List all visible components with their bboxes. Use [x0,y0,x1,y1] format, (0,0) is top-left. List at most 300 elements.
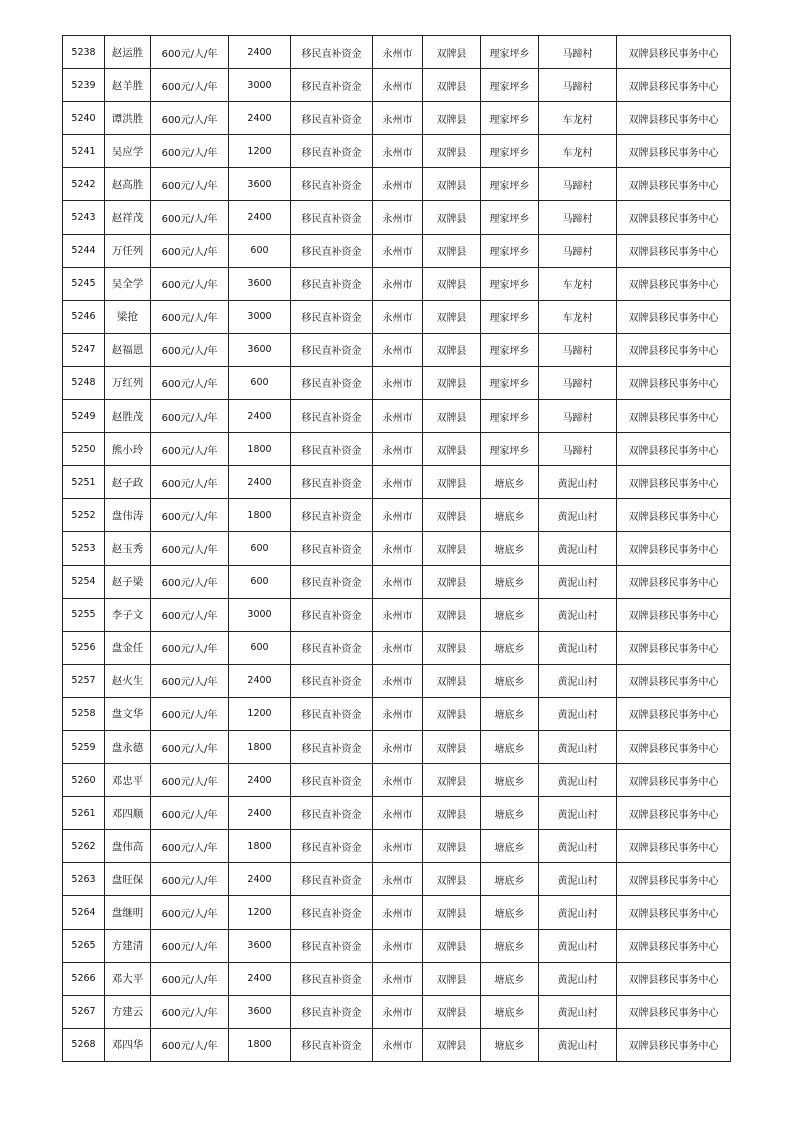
city-cell: 永州市 [373,499,423,532]
county-cell: 双牌县 [423,267,481,300]
recipient-name-cell: 盘伟涛 [105,499,151,532]
recipient-name-cell: 盘永德 [105,730,151,763]
fund-type-cell: 移民直补资金 [291,664,373,697]
county-cell: 双牌县 [423,598,481,631]
fund-type-cell: 移民直补资金 [291,36,373,69]
county-cell: 双牌县 [423,234,481,267]
table-row [63,102,731,135]
village-cell: 黄泥山村 [539,499,617,532]
amount-cell: 2400 [229,863,291,896]
village-cell: 黄泥山村 [539,466,617,499]
city-cell: 永州市 [373,36,423,69]
township-cell: 塘底乡 [481,896,539,929]
village-cell: 黄泥山村 [539,764,617,797]
table-row [63,830,731,863]
village-cell: 车龙村 [539,135,617,168]
issuing-agency-cell: 双牌县移民事务中心 [617,995,731,1028]
table-row [63,797,731,830]
issuing-agency-cell: 双牌县移民事务中心 [617,896,731,929]
fund-type-cell: 移民直补资金 [291,267,373,300]
row-number-cell: 5266 [63,962,105,995]
village-cell: 黄泥山村 [539,962,617,995]
township-cell: 塘底乡 [481,995,539,1028]
issuing-agency-cell: 双牌县移民事务中心 [617,929,731,962]
fund-type-cell: 移民直补资金 [291,565,373,598]
city-cell: 永州市 [373,234,423,267]
township-cell: 塘底乡 [481,466,539,499]
township-cell: 理家坪乡 [481,36,539,69]
recipient-name-cell: 赵胜茂 [105,400,151,433]
table-row [63,631,731,664]
county-cell: 双牌县 [423,102,481,135]
recipient-name-cell: 方建清 [105,929,151,962]
subsidy-standard-cell: 600元/人/年 [151,135,229,168]
city-cell: 永州市 [373,598,423,631]
fund-type-cell: 移民直补资金 [291,366,373,399]
city-cell: 永州市 [373,366,423,399]
subsidy-standard-cell: 600元/人/年 [151,234,229,267]
subsidy-standard-cell: 600元/人/年 [151,400,229,433]
recipient-name-cell: 赵福恩 [105,333,151,366]
table-row [63,333,731,366]
recipient-name-cell: 邓四华 [105,1028,151,1061]
recipient-name-cell: 赵玉秀 [105,532,151,565]
issuing-agency-cell: 双牌县移民事务中心 [617,532,731,565]
city-cell: 永州市 [373,797,423,830]
table-row [63,532,731,565]
township-cell: 理家坪乡 [481,69,539,102]
village-cell: 马蹄村 [539,400,617,433]
row-number-cell: 5268 [63,1028,105,1061]
recipient-name-cell: 邓四顺 [105,797,151,830]
county-cell: 双牌县 [423,333,481,366]
issuing-agency-cell: 双牌县移民事务中心 [617,499,731,532]
table-row [63,896,731,929]
village-cell: 黄泥山村 [539,598,617,631]
county-cell: 双牌县 [423,631,481,664]
subsidy-standard-cell: 600元/人/年 [151,697,229,730]
subsidy-standard-cell: 600元/人/年 [151,863,229,896]
issuing-agency-cell: 双牌县移民事务中心 [617,168,731,201]
table-body [63,36,731,1062]
issuing-agency-cell: 双牌县移民事务中心 [617,135,731,168]
subsidy-standard-cell: 600元/人/年 [151,1028,229,1061]
subsidy-standard-cell: 600元/人/年 [151,664,229,697]
city-cell: 永州市 [373,664,423,697]
fund-type-cell: 移民直补资金 [291,135,373,168]
township-cell: 理家坪乡 [481,433,539,466]
fund-type-cell: 移民直补资金 [291,830,373,863]
township-cell: 理家坪乡 [481,333,539,366]
township-cell: 理家坪乡 [481,102,539,135]
fund-type-cell: 移民直补资金 [291,797,373,830]
county-cell: 双牌县 [423,797,481,830]
fund-type-cell: 移民直补资金 [291,863,373,896]
row-number-cell: 5257 [63,664,105,697]
amount-cell: 1200 [229,896,291,929]
recipient-name-cell: 盘文华 [105,697,151,730]
village-cell: 马蹄村 [539,433,617,466]
city-cell: 永州市 [373,333,423,366]
issuing-agency-cell: 双牌县移民事务中心 [617,36,731,69]
township-cell: 理家坪乡 [481,267,539,300]
township-cell: 理家坪乡 [481,300,539,333]
village-cell: 车龙村 [539,267,617,300]
table-row [63,36,731,69]
amount-cell: 3600 [229,267,291,300]
subsidy-standard-cell: 600元/人/年 [151,300,229,333]
subsidy-standard-cell: 600元/人/年 [151,433,229,466]
table-row [63,664,731,697]
township-cell: 塘底乡 [481,730,539,763]
table-row [63,929,731,962]
amount-cell: 2400 [229,201,291,234]
row-number-cell: 5245 [63,267,105,300]
fund-type-cell: 移民直补资金 [291,466,373,499]
subsidy-standard-cell: 600元/人/年 [151,797,229,830]
table-row [63,135,731,168]
recipient-name-cell: 盘旺保 [105,863,151,896]
county-cell: 双牌县 [423,201,481,234]
fund-type-cell: 移民直补资金 [291,1028,373,1061]
fund-type-cell: 移民直补资金 [291,201,373,234]
table-row [63,565,731,598]
amount-cell: 1800 [229,1028,291,1061]
fund-type-cell: 移民直补资金 [291,69,373,102]
table-row [63,863,731,896]
village-cell: 黄泥山村 [539,929,617,962]
subsidy-standard-cell: 600元/人/年 [151,267,229,300]
amount-cell: 2400 [229,764,291,797]
village-cell: 黄泥山村 [539,697,617,730]
fund-type-cell: 移民直补资金 [291,631,373,664]
table-row [63,366,731,399]
county-cell: 双牌县 [423,69,481,102]
village-cell: 马蹄村 [539,69,617,102]
city-cell: 永州市 [373,863,423,896]
city-cell: 永州市 [373,697,423,730]
issuing-agency-cell: 双牌县移民事务中心 [617,366,731,399]
table-row [63,234,731,267]
row-number-cell: 5261 [63,797,105,830]
row-number-cell: 5251 [63,466,105,499]
amount-cell: 600 [229,532,291,565]
amount-cell: 2400 [229,102,291,135]
table-row [63,764,731,797]
county-cell: 双牌县 [423,565,481,598]
table-row [63,267,731,300]
recipient-name-cell: 赵羊胜 [105,69,151,102]
city-cell: 永州市 [373,532,423,565]
row-number-cell: 5255 [63,598,105,631]
village-cell: 黄泥山村 [539,631,617,664]
subsidy-standard-cell: 600元/人/年 [151,598,229,631]
fund-type-cell: 移民直补资金 [291,764,373,797]
subsidy-standard-cell: 600元/人/年 [151,962,229,995]
village-cell: 马蹄村 [539,366,617,399]
table-row [63,168,731,201]
subsidy-standard-cell: 600元/人/年 [151,995,229,1028]
amount-cell: 2400 [229,962,291,995]
village-cell: 黄泥山村 [539,730,617,763]
issuing-agency-cell: 双牌县移民事务中心 [617,565,731,598]
issuing-agency-cell: 双牌县移民事务中心 [617,664,731,697]
recipient-name-cell: 万任列 [105,234,151,267]
subsidy-standard-cell: 600元/人/年 [151,466,229,499]
village-cell: 马蹄村 [539,333,617,366]
row-number-cell: 5258 [63,697,105,730]
subsidy-standard-cell: 600元/人/年 [151,631,229,664]
issuing-agency-cell: 双牌县移民事务中心 [617,69,731,102]
table-row [63,598,731,631]
subsidy-table [62,35,731,1062]
city-cell: 永州市 [373,896,423,929]
village-cell: 黄泥山村 [539,797,617,830]
recipient-name-cell: 赵运胜 [105,36,151,69]
issuing-agency-cell: 双牌县移民事务中心 [617,697,731,730]
city-cell: 永州市 [373,929,423,962]
county-cell: 双牌县 [423,830,481,863]
recipient-name-cell: 吴全学 [105,267,151,300]
issuing-agency-cell: 双牌县移民事务中心 [617,962,731,995]
city-cell: 永州市 [373,135,423,168]
city-cell: 永州市 [373,433,423,466]
village-cell: 黄泥山村 [539,830,617,863]
recipient-name-cell: 赵高胜 [105,168,151,201]
amount-cell: 600 [229,366,291,399]
row-number-cell: 5242 [63,168,105,201]
recipient-name-cell: 谭洪胜 [105,102,151,135]
city-cell: 永州市 [373,565,423,598]
table-row [63,730,731,763]
county-cell: 双牌县 [423,697,481,730]
township-cell: 理家坪乡 [481,168,539,201]
subsidy-standard-cell: 600元/人/年 [151,764,229,797]
amount-cell: 1200 [229,697,291,730]
county-cell: 双牌县 [423,135,481,168]
table-row [63,400,731,433]
row-number-cell: 5254 [63,565,105,598]
row-number-cell: 5265 [63,929,105,962]
amount-cell: 2400 [229,36,291,69]
row-number-cell: 5248 [63,366,105,399]
county-cell: 双牌县 [423,664,481,697]
table-row [63,300,731,333]
amount-cell: 1800 [229,830,291,863]
recipient-name-cell: 盘继明 [105,896,151,929]
village-cell: 黄泥山村 [539,995,617,1028]
village-cell: 黄泥山村 [539,664,617,697]
county-cell: 双牌县 [423,764,481,797]
issuing-agency-cell: 双牌县移民事务中心 [617,863,731,896]
row-number-cell: 5262 [63,830,105,863]
village-cell: 车龙村 [539,300,617,333]
subsidy-standard-cell: 600元/人/年 [151,730,229,763]
issuing-agency-cell: 双牌县移民事务中心 [617,1028,731,1061]
village-cell: 黄泥山村 [539,896,617,929]
amount-cell: 2400 [229,466,291,499]
subsidy-standard-cell: 600元/人/年 [151,102,229,135]
table-row [63,433,731,466]
fund-type-cell: 移民直补资金 [291,300,373,333]
township-cell: 塘底乡 [481,565,539,598]
row-number-cell: 5260 [63,764,105,797]
subsidy-standard-cell: 600元/人/年 [151,830,229,863]
subsidy-standard-cell: 600元/人/年 [151,565,229,598]
row-number-cell: 5264 [63,896,105,929]
subsidy-standard-cell: 600元/人/年 [151,532,229,565]
township-cell: 塘底乡 [481,830,539,863]
township-cell: 理家坪乡 [481,234,539,267]
row-number-cell: 5246 [63,300,105,333]
table-row [63,962,731,995]
township-cell: 塘底乡 [481,962,539,995]
issuing-agency-cell: 双牌县移民事务中心 [617,267,731,300]
issuing-agency-cell: 双牌县移民事务中心 [617,300,731,333]
recipient-name-cell: 盘伟高 [105,830,151,863]
village-cell: 黄泥山村 [539,532,617,565]
table-row [63,995,731,1028]
issuing-agency-cell: 双牌县移民事务中心 [617,433,731,466]
row-number-cell: 5267 [63,995,105,1028]
issuing-agency-cell: 双牌县移民事务中心 [617,400,731,433]
township-cell: 塘底乡 [481,664,539,697]
amount-cell: 2400 [229,797,291,830]
township-cell: 塘底乡 [481,532,539,565]
subsidy-standard-cell: 600元/人/年 [151,499,229,532]
amount-cell: 600 [229,631,291,664]
fund-type-cell: 移民直补资金 [291,433,373,466]
subsidy-standard-cell: 600元/人/年 [151,36,229,69]
recipient-name-cell: 邓忠平 [105,764,151,797]
row-number-cell: 5240 [63,102,105,135]
amount-cell: 2400 [229,400,291,433]
county-cell: 双牌县 [423,863,481,896]
recipient-name-cell: 赵子政 [105,466,151,499]
village-cell: 车龙村 [539,102,617,135]
city-cell: 永州市 [373,466,423,499]
fund-type-cell: 移民直补资金 [291,896,373,929]
township-cell: 理家坪乡 [481,135,539,168]
issuing-agency-cell: 双牌县移民事务中心 [617,234,731,267]
row-number-cell: 5252 [63,499,105,532]
recipient-name-cell: 方建云 [105,995,151,1028]
table-row [63,466,731,499]
recipient-name-cell: 赵子梁 [105,565,151,598]
subsidy-standard-cell: 600元/人/年 [151,201,229,234]
issuing-agency-cell: 双牌县移民事务中心 [617,631,731,664]
amount-cell: 1800 [229,499,291,532]
fund-type-cell: 移民直补资金 [291,730,373,763]
village-cell: 黄泥山村 [539,565,617,598]
village-cell: 马蹄村 [539,36,617,69]
township-cell: 塘底乡 [481,797,539,830]
subsidy-standard-cell: 600元/人/年 [151,896,229,929]
city-cell: 永州市 [373,102,423,135]
village-cell: 马蹄村 [539,234,617,267]
amount-cell: 1800 [229,433,291,466]
row-number-cell: 5259 [63,730,105,763]
county-cell: 双牌县 [423,929,481,962]
county-cell: 双牌县 [423,995,481,1028]
village-cell: 黄泥山村 [539,863,617,896]
subsidy-standard-cell: 600元/人/年 [151,168,229,201]
amount-cell: 3600 [229,995,291,1028]
city-cell: 永州市 [373,730,423,763]
row-number-cell: 5244 [63,234,105,267]
issuing-agency-cell: 双牌县移民事务中心 [617,764,731,797]
city-cell: 永州市 [373,995,423,1028]
village-cell: 黄泥山村 [539,1028,617,1061]
county-cell: 双牌县 [423,36,481,69]
row-number-cell: 5253 [63,532,105,565]
fund-type-cell: 移民直补资金 [291,697,373,730]
township-cell: 塘底乡 [481,1028,539,1061]
township-cell: 理家坪乡 [481,400,539,433]
amount-cell: 1200 [229,135,291,168]
township-cell: 塘底乡 [481,764,539,797]
issuing-agency-cell: 双牌县移民事务中心 [617,730,731,763]
city-cell: 永州市 [373,201,423,234]
fund-type-cell: 移民直补资金 [291,400,373,433]
recipient-name-cell: 赵火生 [105,664,151,697]
township-cell: 理家坪乡 [481,366,539,399]
amount-cell: 2400 [229,664,291,697]
amount-cell: 600 [229,565,291,598]
table-row [63,69,731,102]
amount-cell: 3600 [229,333,291,366]
township-cell: 塘底乡 [481,863,539,896]
row-number-cell: 5250 [63,433,105,466]
county-cell: 双牌县 [423,300,481,333]
recipient-name-cell: 邓大平 [105,962,151,995]
table-row [63,697,731,730]
recipient-name-cell: 李子文 [105,598,151,631]
township-cell: 塘底乡 [481,598,539,631]
subsidy-standard-cell: 600元/人/年 [151,69,229,102]
county-cell: 双牌县 [423,466,481,499]
county-cell: 双牌县 [423,366,481,399]
recipient-name-cell: 盘金任 [105,631,151,664]
row-number-cell: 5263 [63,863,105,896]
recipient-name-cell: 万红列 [105,366,151,399]
fund-type-cell: 移民直补资金 [291,499,373,532]
township-cell: 塘底乡 [481,631,539,664]
fund-type-cell: 移民直补资金 [291,929,373,962]
city-cell: 永州市 [373,69,423,102]
fund-type-cell: 移民直补资金 [291,995,373,1028]
amount-cell: 3600 [229,168,291,201]
subsidy-standard-cell: 600元/人/年 [151,929,229,962]
row-number-cell: 5249 [63,400,105,433]
county-cell: 双牌县 [423,896,481,929]
city-cell: 永州市 [373,631,423,664]
city-cell: 永州市 [373,764,423,797]
village-cell: 马蹄村 [539,168,617,201]
issuing-agency-cell: 双牌县移民事务中心 [617,466,731,499]
county-cell: 双牌县 [423,168,481,201]
recipient-name-cell: 吴应学 [105,135,151,168]
amount-cell: 3000 [229,69,291,102]
fund-type-cell: 移民直补资金 [291,168,373,201]
issuing-agency-cell: 双牌县移民事务中心 [617,830,731,863]
row-number-cell: 5243 [63,201,105,234]
county-cell: 双牌县 [423,532,481,565]
issuing-agency-cell: 双牌县移民事务中心 [617,201,731,234]
county-cell: 双牌县 [423,730,481,763]
city-cell: 永州市 [373,400,423,433]
row-number-cell: 5256 [63,631,105,664]
